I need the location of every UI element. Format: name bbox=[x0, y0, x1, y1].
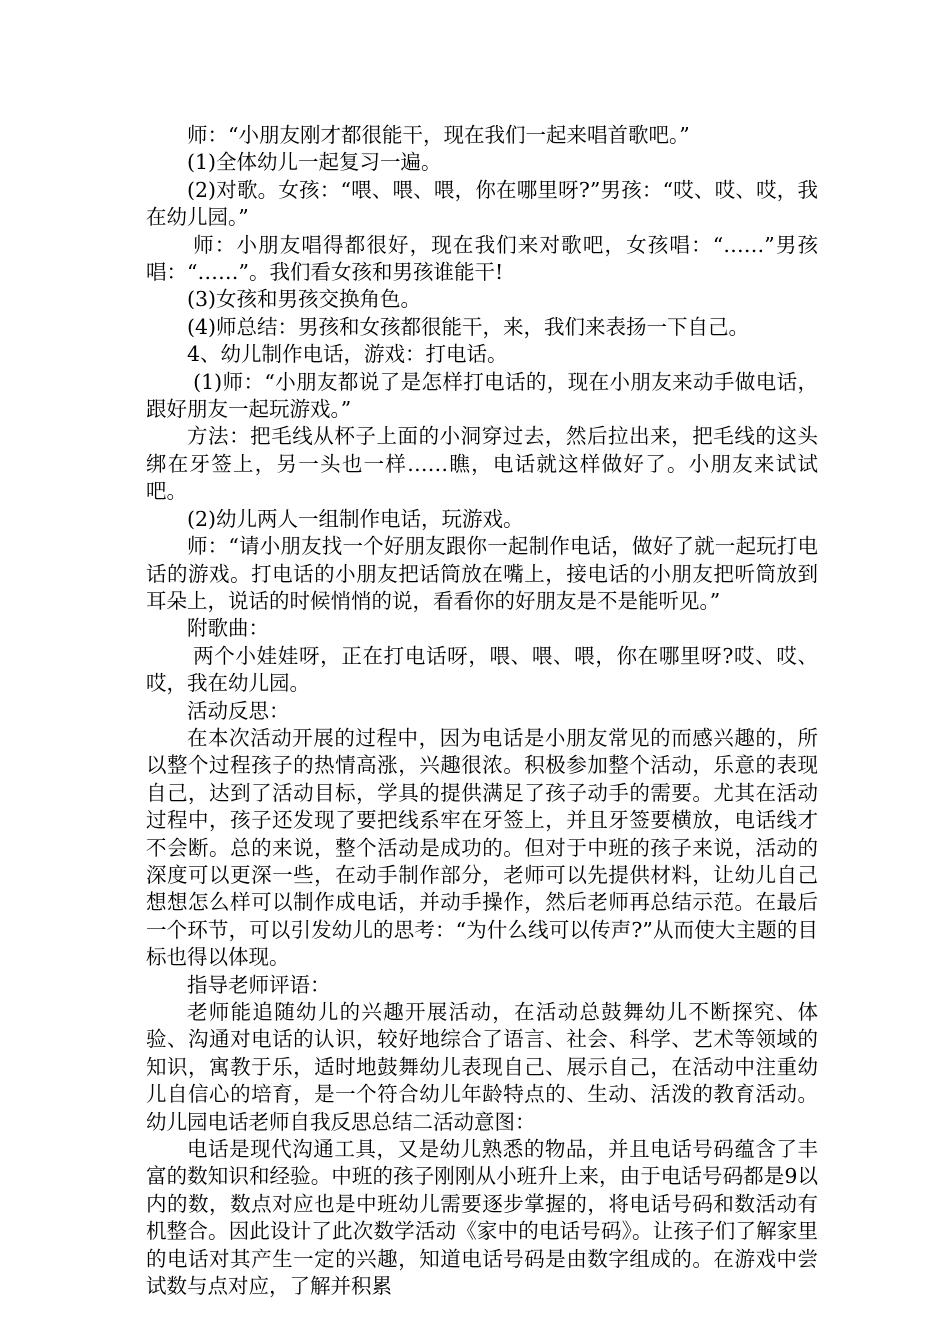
paragraph-step-2-duet: (2)对歌。女孩：“喂、喂、喂，你在哪里呀?”男孩：“哎、哎、哎，我在幼儿园。” bbox=[146, 177, 818, 230]
paragraph-teacher-duet: 师：小朋友唱得都很好，现在我们来对歌吧，女孩唱：“……”男孩唱：“……”。我们看女孩和男孩谁能干! bbox=[146, 232, 818, 285]
paragraph-step-4-summary: (4)师总结：男孩和女孩都很能干，来，我们来表扬一下自己。 bbox=[187, 314, 750, 339]
paragraph-comment-body: 老师能追随幼儿的兴趣开展活动，在活动总鼓舞幼儿不断探究、体验、沟通对电话的认识，较好地综合了语言、社会、科学、艺术等领域的知识，寓教于乐，适时地鼓舞幼儿表现自己、展示自己，在活动中注重幼儿自信心的培育，是一个符合幼儿年龄特点的、生动、活泼的教育活动。幼儿园电话老师自我反思总结二活动意图： bbox=[146, 1000, 818, 1134]
paragraph-intent-body: 电话是现代沟通工具，又是幼儿熟悉的物品，并且电话号码蕴含了丰富的数知识和经验。中班的孩子刚刚从小班升上来，由于电话号码都是9以内的数，数点对应也是中班幼儿需要逐步掌握的，将电话号码和数活动有机整合。因此设计了此次数学活动《家中的电话号码》。让孩子们了解家里的电话对其产生一定的兴趣，知道电话号码是由数字组成的。在游戏中尝试数与点对应，了解并积累 bbox=[146, 1137, 818, 1299]
paragraph-pair-game: (2)幼儿两人一组制作电话，玩游戏。 bbox=[187, 506, 524, 531]
paragraph-section-4-heading: 4、幼儿制作电话，游戏：打电话。 bbox=[187, 342, 508, 367]
paragraph-step-1-review: (1)全体幼儿一起复习一遍。 bbox=[187, 150, 442, 175]
paragraph-make-phone-intro: (1)师：“小朋友都说了是怎样打电话的，现在小朋友来动手做电话，跟好朋友一起玩游戏。” bbox=[146, 369, 818, 422]
paragraph-reflection-heading: 活动反思： bbox=[187, 698, 290, 723]
paragraph-song-lyrics: 两个小娃娃呀，正在打电话呀，喂、喂、喂，你在哪里呀?哎、哎、哎，我在幼儿园。 bbox=[146, 643, 818, 696]
paragraph-comment-heading: 指导老师评语： bbox=[187, 972, 331, 997]
document-body bbox=[146, 122, 818, 1300]
paragraph-method: 方法：把毛线从杯子上面的小洞穿过去，然后拉出来，把毛线的这头绑在牙签上，另一头也一样……瞧，电话就这样做好了。小朋友来试试吧。 bbox=[146, 424, 818, 504]
paragraph-song-heading: 附歌曲： bbox=[187, 616, 269, 641]
paragraph-step-3-swap: (3)女孩和男孩交换角色。 bbox=[187, 287, 422, 312]
paragraph-teacher-sing: 师：“小朋友刚才都很能干，现在我们一起来唱首歌吧。” bbox=[187, 123, 690, 147]
paragraph-reflection-body: 在本次活动开展的过程中，因为电话是小朋友常见的而感兴趣的，所以整个过程孩子的热情高涨，兴趣很浓。积极参加整个活动，乐意的表现自己，达到了活动目标，学具的提供满足了孩子动手的需要。尤其在活动过程中，孩子还发现了要把线系牢在牙签上，并且牙签要横放，电话线才不会断。总的来说，整个活动是成功的。但对于中班的孩子来说，活动的深度可以更深一些，在动手制作部分，老师可以先提供材料，让幼儿自己想想怎么样可以制作成电话，并动手操作，然后老师再总结示范。在最后一个环节，可以引发幼儿的思考：“为什么线可以传声?”从而使大主题的目标也得以体现。 bbox=[146, 725, 818, 970]
paragraph-teacher-game: 师：“请小朋友找一个好朋友跟你一起制作电话，做好了就一起玩打电话的游戏。打电话的小朋友把话筒放在嘴上，接电话的小朋友把听筒放到耳朵上，说话的时候悄悄的说，看看你的好朋友是不是能听见。” bbox=[146, 534, 818, 613]
